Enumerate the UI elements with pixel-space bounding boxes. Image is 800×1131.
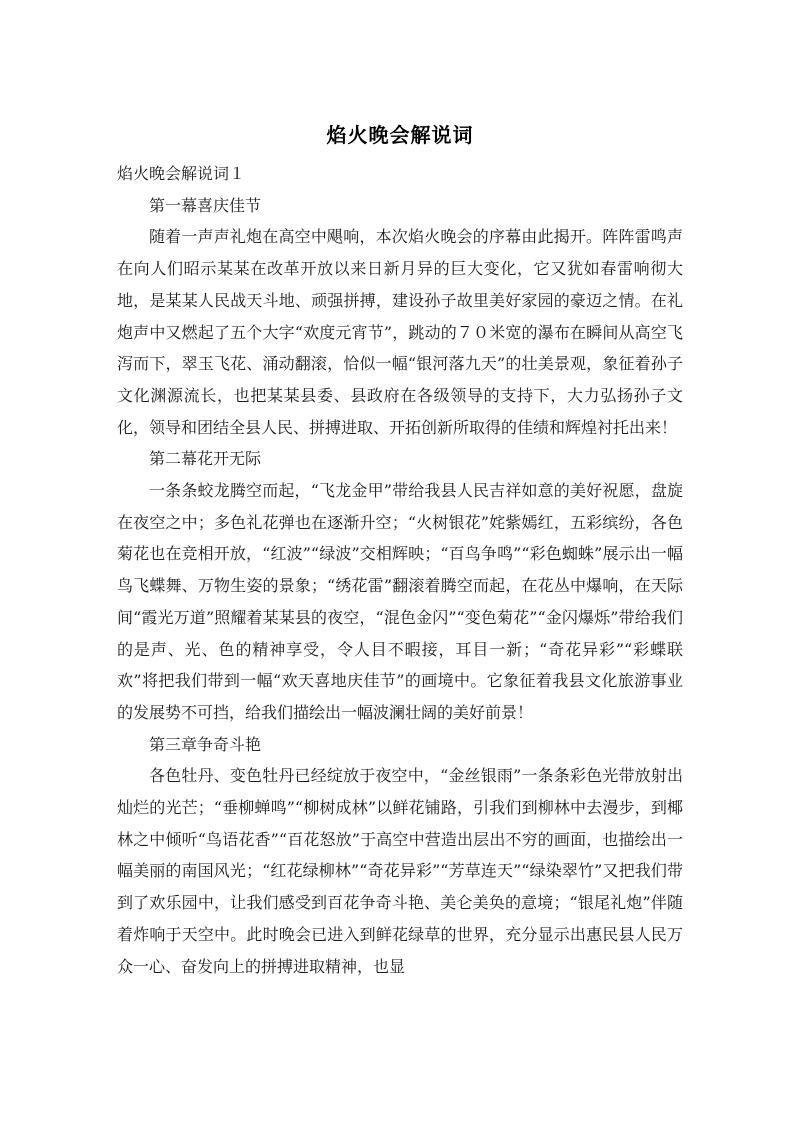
document-body — [117, 158, 683, 982]
section-heading: 第二幕花开无际 — [149, 449, 262, 469]
section-heading: 第一幕喜庆佳节 — [149, 195, 262, 215]
document-subtitle: 焰火晚会解说词１ — [117, 164, 246, 183]
document-title: 焰火晚会解说词 — [326, 123, 474, 147]
section-paragraph: 各色牡丹、变色牡丹已经绽放于夜空中，“金丝银雨”一条条彩色光带放射出灿烂的光芒；“垂柳蝉鸣”“柳树成林”以鲜花铺路，引我们到柳林中去漫步，到椰林之中倾听“鸟语花香”“百花怒放”于高空中营造出层出不穷的画面，也描绘出一幅美丽的南国风光；“红花绿柳林”“奇花异彩”“芳草连天”“绿染翠竹”又把我们带到了欢乐园中，让我们感受到百花争奇斗艳、美仑美奂的意境；“银尾礼炮”伴随着炸响于天空中。此时晚会已进入到鲜花绿草的世界，充分显示出惠民县人民万众一心、奋发向上的拼搏进取精神，也显 — [117, 766, 683, 976]
section-paragraph: 随着一声声礼炮在高空中飓响，本次焰火晚会的序幕由此揭开。阵阵雷鸣声在向人们昭示某某在改革开放以来日新月异的巨大变化，它又犹如春雷响彻大地，是某某人民战天斗地、顽强拼搏，建设孙子故里美好家园的豪迈之情。在礼炮声中又燃起了五个大字“欢度元宵节”，跳动的７０米宽的瀑布在瞬间从高空飞泻而下，翠玉飞花、涌动翻滚，恰似一幅“银河落九天”的壮美景观，象征着孙子文化渊源流长，也把某某县委、县政府在各级领导的支持下，大力弘扬孙子文化，领导和团结全县人民、拼搏进取、开拓创新所取得的佳绩和辉煌衬托出来！ — [117, 227, 683, 437]
section-paragraph: 一条条蛟龙腾空而起，“飞龙金甲”带给我县人民吉祥如意的美好祝愿，盘旋在夜空之中；多色礼花弹也在逐渐升空；“火树银花”姹紫嫣红，五彩缤纷，各色菊花也在竞相开放，“红波”“绿波”交相辉映；“百鸟争鸣”“彩色蜘蛛”展示出一幅鸟飞蝶舞、万物生姿的景象；“绣花雷”翻滚着腾空而起，在花丛中爆响，在天际间“霞光万道”照耀着某某县的夜空，“混色金闪”“变色菊花”“金闪爆烁”带给我们的是声、光、色的精神享受，令人目不暇接，耳目一新；“奇花异彩”“彩蝶联欢”将把我们带到一幅“欢天喜地庆佳节”的画境中。它象征着我县文化旅游事业的发展势不可挡，给我们描绘出一幅波澜壮阔的美好前景！ — [117, 481, 683, 722]
section-heading: 第三章争奇斗艳 — [149, 734, 262, 754]
